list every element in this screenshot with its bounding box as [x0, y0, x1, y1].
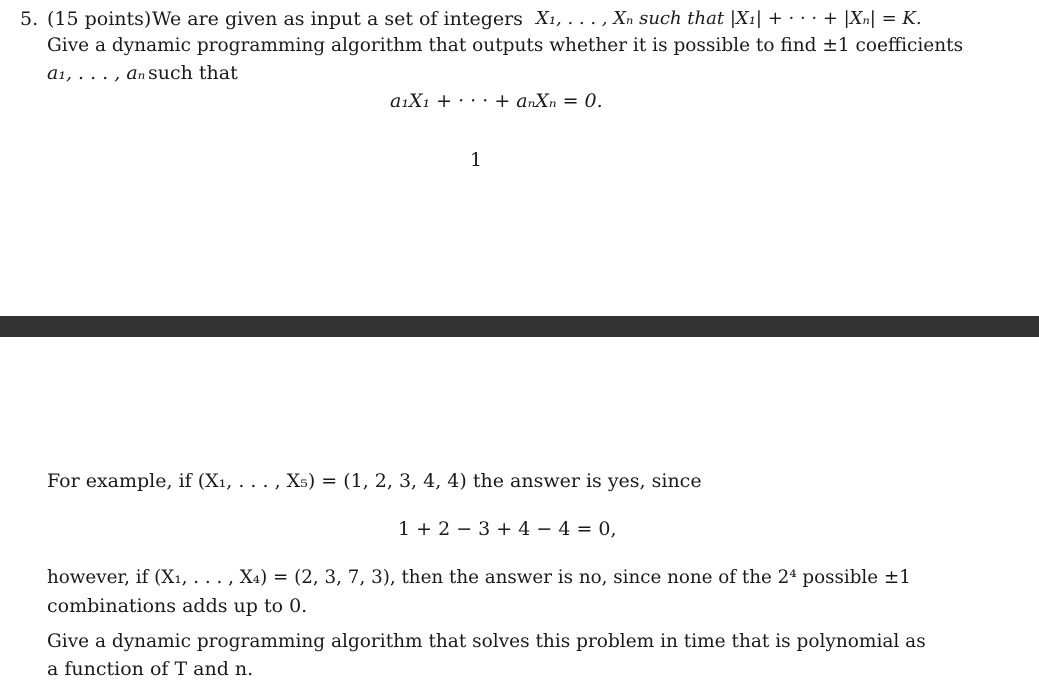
- problem-statement-line: Give a dynamic programming algorithm that outputs whether it is possible to find ±1 coefficients: [47, 35, 964, 56]
- problem-intro-text: We are given as input a set of integers: [152, 8, 523, 30]
- problem-number: 5.: [20, 8, 39, 30]
- coefficients-math: a₁, . . . , aₙ: [47, 62, 146, 84]
- display-equation: a₁X₁ + · · · + aₙXₙ = 0.: [390, 90, 603, 112]
- example-line: For example, if (X₁, . . . , X₅) = (1, 2, 3, 4, 4) the answer is yes, since: [47, 470, 702, 492]
- page-number: 1: [470, 149, 483, 171]
- task-line: Give a dynamic programming algorithm that solves this problem in time that is polynomial as: [47, 631, 926, 652]
- page-separator: [0, 316, 1039, 337]
- task-line-2: a function of T and n.: [47, 658, 254, 680]
- page-bottom: [0, 337, 1039, 700]
- problem-intro-math: X₁, . . . , Xₙ such that |X₁| + · · · + |Xₙ| = K.: [536, 8, 922, 29]
- example-equation: 1 + 2 − 3 + 4 − 4 = 0,: [398, 518, 617, 540]
- problem-points: (15 points): [47, 8, 152, 30]
- counter-example-line: however, if (X₁, . . . , X₄) = (2, 3, 7, 3), then the answer is no, since none of the 2⁴ possible ±1: [47, 567, 911, 588]
- page-top: [0, 0, 1039, 316]
- coefficients-text: such that: [148, 62, 238, 84]
- counter-example-line-2: combinations adds up to 0.: [47, 595, 308, 617]
